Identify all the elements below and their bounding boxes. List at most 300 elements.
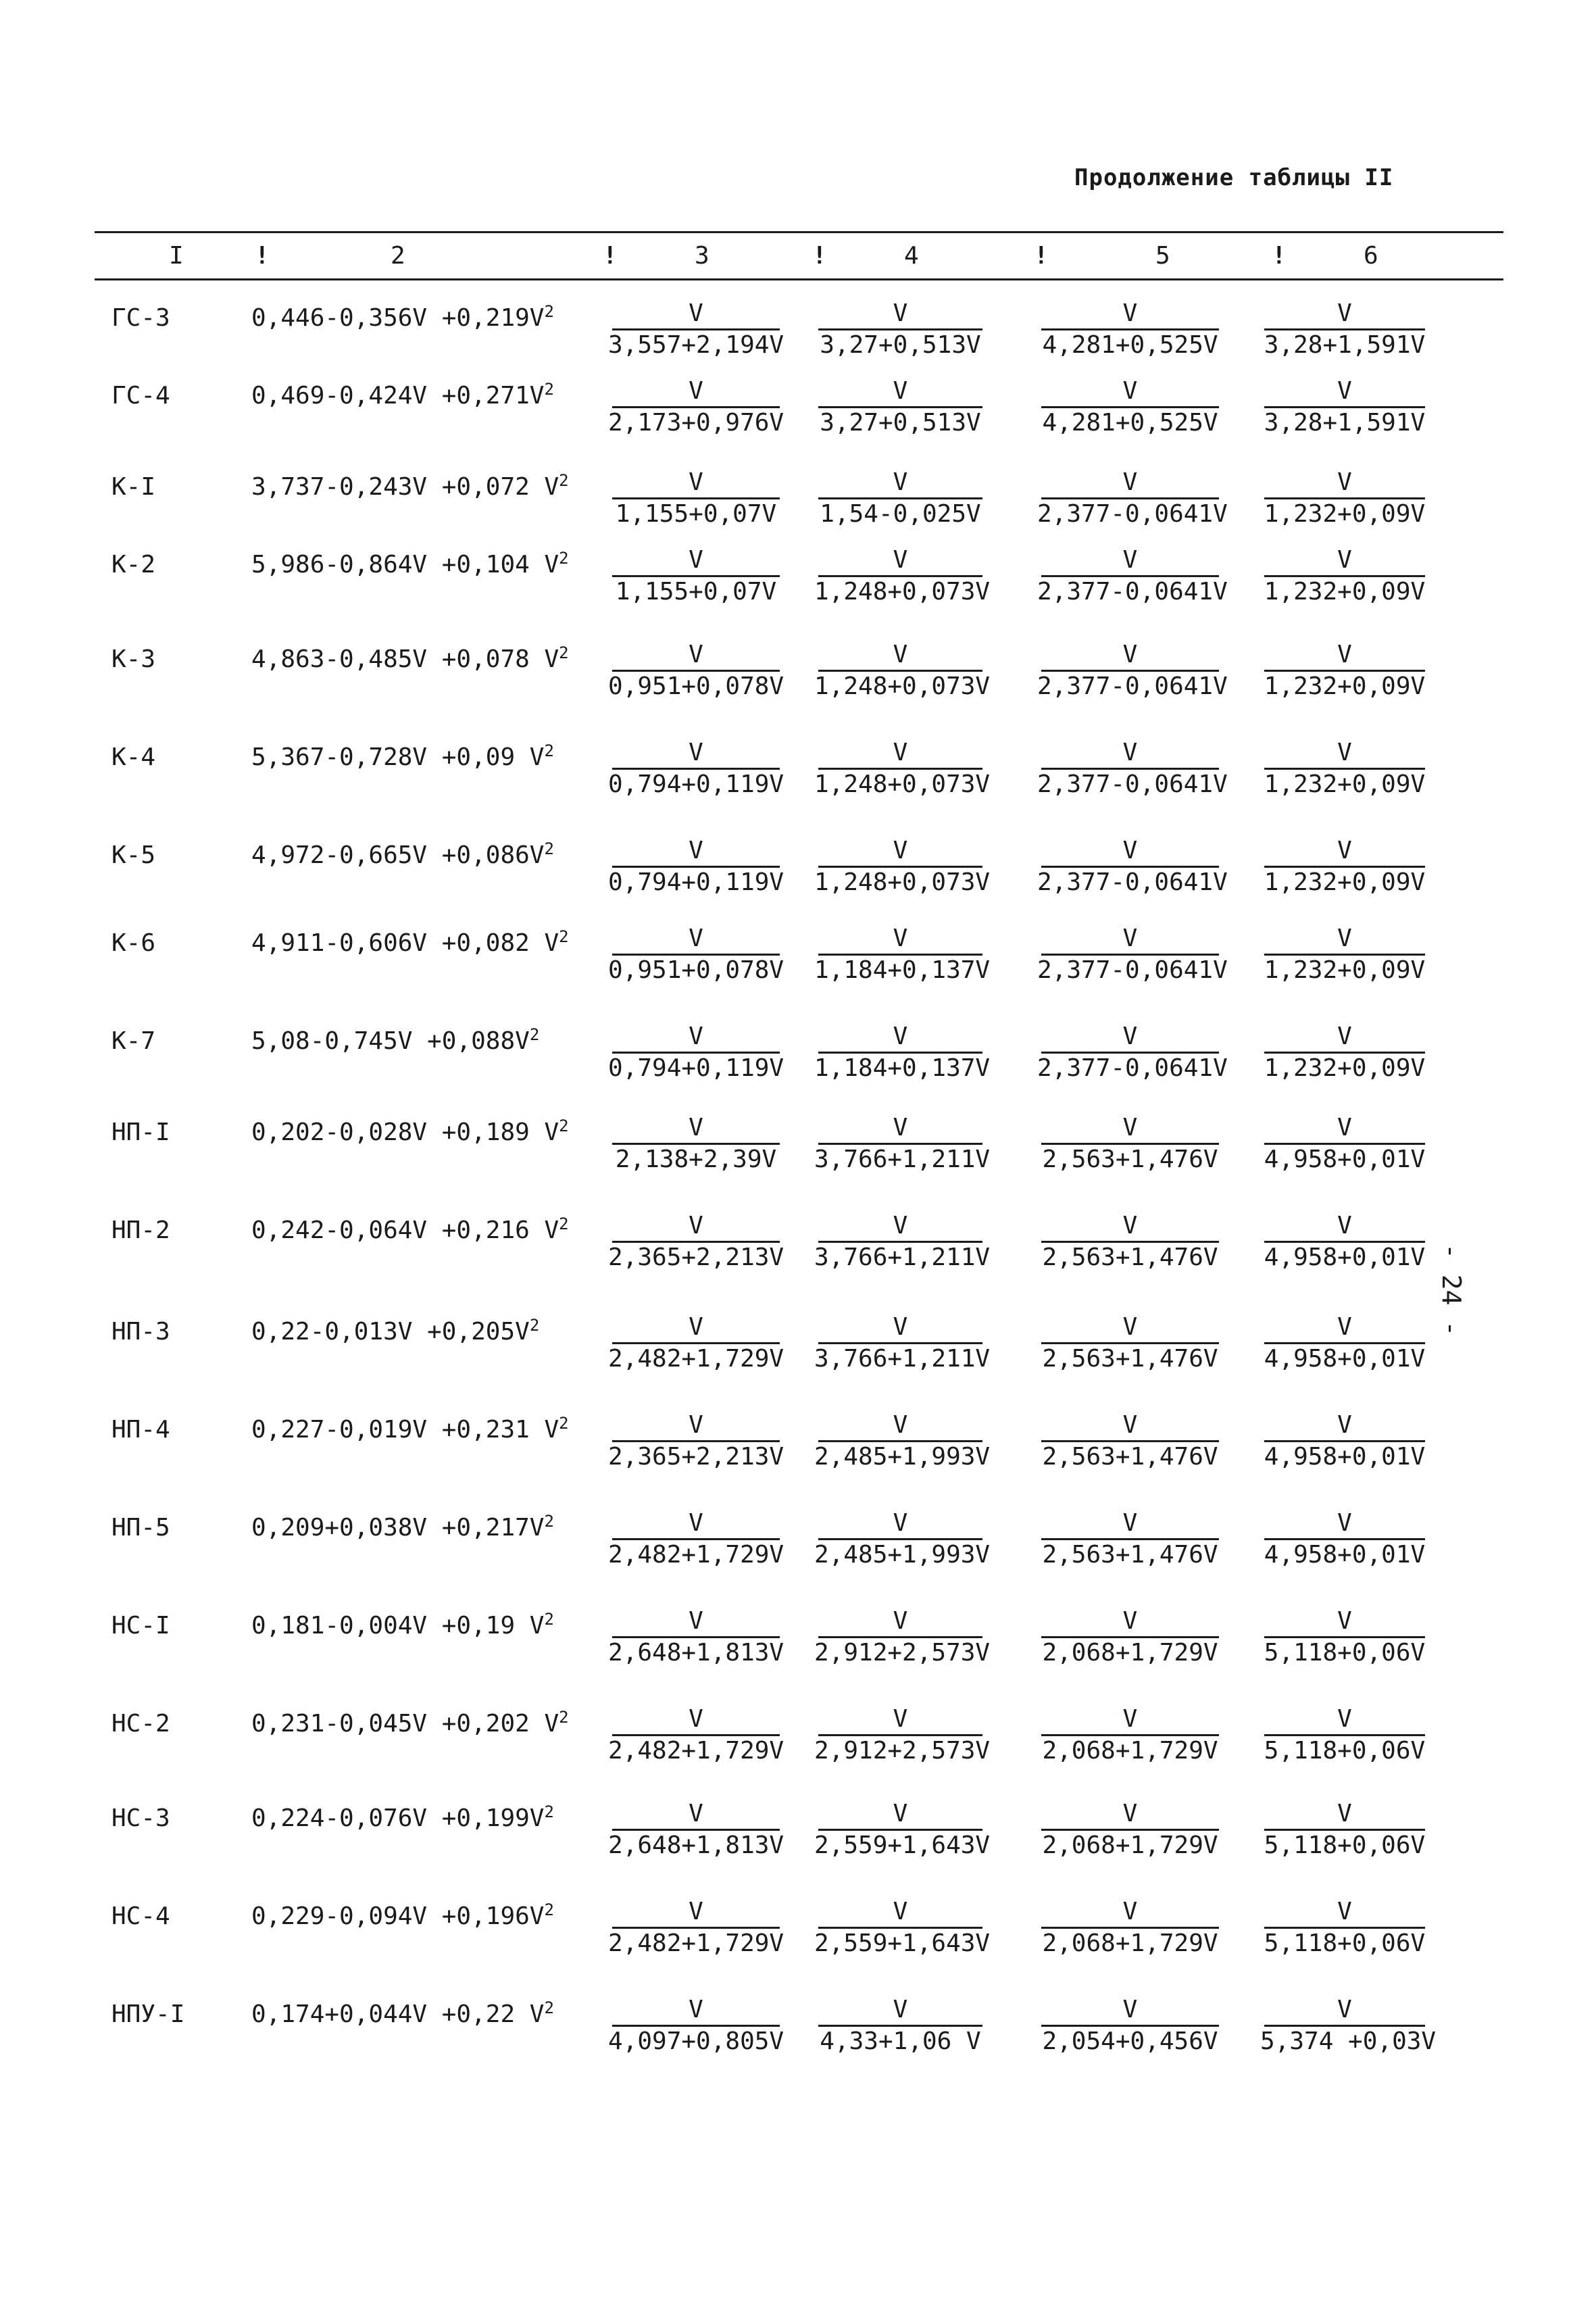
fraction-c5 — [1037, 738, 1228, 799]
fraction-numerator: V — [689, 1212, 703, 1239]
fraction-denominator: 2,068+1,729V — [1042, 1639, 1218, 1667]
fraction-c4 — [814, 376, 987, 438]
fraction-numerator: V — [1122, 1114, 1138, 1141]
fraction-denominator: 1,248+0,073V — [814, 770, 991, 798]
fraction-denominator: 2,173+0,976V — [608, 409, 784, 437]
fraction-c4 — [814, 468, 987, 529]
fraction-c5 — [1037, 1995, 1223, 2057]
fraction-c6 — [1260, 1211, 1429, 1273]
formula-text: 0,229-0,094V +0,196V — [251, 1902, 545, 1930]
column-header-5: 5 — [1155, 242, 1170, 270]
formula-text: 5,08-0,745V +0,088V — [251, 1027, 530, 1055]
fraction-c3 — [608, 738, 784, 799]
fraction-denominator: 3,557+2,194V — [608, 331, 784, 359]
fraction-numerator: V — [689, 925, 703, 952]
fraction-numerator: V — [689, 837, 703, 864]
formula-exponent: 2 — [544, 1900, 554, 1919]
fraction-numerator: V — [689, 377, 703, 405]
fraction-c5 — [1037, 1113, 1223, 1175]
row-formula — [251, 1514, 554, 1542]
fraction-denominator: 0,951+0,078V — [608, 956, 784, 984]
column-separator: ! — [1034, 242, 1049, 270]
fraction-denominator: 2,559+1,643V — [814, 1929, 991, 1957]
fraction-denominator: 2,482+1,729V — [608, 1541, 784, 1569]
fraction-numerator: V — [1337, 1023, 1352, 1050]
formula-text: 0,174+0,044V +0,22 V — [251, 2000, 545, 2028]
fraction-denominator: 1,54-0,025V — [820, 500, 981, 528]
fraction-c3 — [608, 1410, 784, 1472]
row-formula — [251, 382, 554, 410]
fraction-denominator: 0,794+0,119V — [608, 1054, 784, 1082]
fraction-numerator: V — [893, 1996, 908, 2023]
fraction-numerator: V — [1122, 1509, 1138, 1537]
row-code: НП-4 — [111, 1416, 170, 1444]
column-header-6: 6 — [1364, 242, 1378, 270]
fraction-c4 — [814, 738, 991, 799]
fraction-numerator: V — [689, 1607, 703, 1635]
fraction-numerator: V — [1122, 1800, 1138, 1827]
fraction-c5 — [1037, 1799, 1223, 1861]
fraction-c5 — [1037, 1410, 1223, 1472]
fraction-denominator: 1,232+0,09V — [1264, 1054, 1426, 1082]
fraction-numerator: V — [1337, 468, 1352, 496]
fraction-c3 — [608, 1995, 784, 2057]
fraction-c3 — [608, 836, 784, 897]
formula-exponent: 2 — [559, 549, 569, 568]
fraction-c3 — [608, 1022, 784, 1083]
fraction-c3 — [608, 1508, 784, 1570]
row-code: НС-I — [111, 1612, 170, 1640]
formula-exponent: 2 — [544, 1610, 554, 1629]
fraction-denominator: 1,248+0,073V — [814, 672, 991, 700]
row-formula — [251, 1416, 569, 1444]
fraction-numerator: V — [1122, 1705, 1138, 1733]
fraction-denominator: 1,155+0,07V — [615, 578, 777, 606]
fraction-denominator: 2,365+2,213V — [608, 1443, 784, 1471]
fraction-denominator: 5,118+0,06V — [1264, 1737, 1426, 1765]
fraction-numerator: V — [1337, 1705, 1352, 1733]
fraction-numerator: V — [689, 1800, 703, 1827]
row-formula — [251, 841, 554, 869]
formula-text: 5,367-0,728V +0,09 V — [251, 743, 545, 771]
fraction-c4 — [814, 1799, 991, 1861]
formula-text: 0,22-0,013V +0,205V — [251, 1318, 530, 1346]
fraction-denominator: 2,563+1,476V — [1042, 1345, 1218, 1373]
fraction-c4 — [814, 1995, 987, 2057]
fraction-numerator: V — [893, 1705, 908, 1733]
fraction-denominator: 5,118+0,06V — [1264, 1831, 1426, 1859]
formula-exponent: 2 — [559, 927, 569, 946]
fraction-denominator: 2,563+1,476V — [1042, 1541, 1218, 1569]
row-code: НП-5 — [111, 1514, 170, 1542]
fraction-denominator: 2,912+2,573V — [814, 1737, 991, 1765]
fraction-c5 — [1037, 640, 1228, 701]
fraction-c3 — [608, 1704, 784, 1766]
fraction-c6 — [1260, 468, 1429, 529]
row-formula — [251, 1902, 554, 1930]
fraction-numerator: V — [1122, 377, 1138, 405]
fraction-numerator: V — [1122, 299, 1138, 327]
formula-exponent: 2 — [559, 643, 569, 662]
row-formula — [251, 473, 569, 501]
fraction-numerator: V — [689, 546, 703, 574]
fraction-denominator: 2,365+2,213V — [608, 1244, 784, 1271]
fraction-numerator: V — [1122, 1411, 1138, 1439]
row-code: НС-4 — [111, 1902, 170, 1930]
fraction-denominator: 2,482+1,729V — [608, 1929, 784, 1957]
formula-text: 3,737-0,243V +0,072 V — [251, 473, 559, 501]
fraction-numerator: V — [1122, 739, 1138, 766]
fraction-numerator: V — [893, 1212, 908, 1239]
fraction-c4 — [814, 1410, 991, 1472]
formula-text: 0,209+0,038V +0,217V — [251, 1514, 545, 1542]
fraction-denominator: 3,27+0,513V — [820, 409, 981, 437]
row-formula — [251, 551, 569, 578]
fraction-numerator: V — [1122, 468, 1138, 496]
fraction-c6 — [1260, 1995, 1437, 2057]
formula-text: 0,446-0,356V +0,219V — [251, 304, 545, 332]
fraction-numerator: V — [689, 468, 703, 496]
fraction-numerator: V — [1122, 1607, 1138, 1635]
fraction-numerator: V — [689, 1114, 703, 1141]
fraction-c3 — [608, 1897, 784, 1959]
fraction-denominator: 2,485+1,993V — [814, 1443, 991, 1471]
fraction-denominator: 2,563+1,476V — [1042, 1244, 1218, 1271]
fraction-denominator: 2,138+2,39V — [615, 1146, 777, 1173]
row-code: НП-3 — [111, 1318, 170, 1346]
fraction-denominator: 3,28+1,591V — [1264, 331, 1426, 359]
fraction-c3 — [608, 376, 784, 438]
fraction-denominator: 4,281+0,525V — [1042, 409, 1218, 437]
row-code: НС-3 — [111, 1804, 170, 1832]
formula-text: 0,231-0,045V +0,202 V — [251, 1710, 559, 1738]
formula-exponent: 2 — [559, 1708, 569, 1727]
fraction-denominator: 2,912+2,573V — [814, 1639, 991, 1667]
row-code: К-2 — [111, 551, 156, 578]
row-code: К-4 — [111, 743, 156, 771]
fraction-numerator: V — [1337, 546, 1352, 574]
fraction-denominator: 4,958+0,01V — [1264, 1443, 1426, 1471]
fraction-c4 — [814, 924, 991, 985]
fraction-denominator: 2,485+1,993V — [814, 1541, 991, 1569]
fraction-numerator: V — [1337, 1313, 1352, 1341]
fraction-denominator: 3,766+1,211V — [814, 1146, 991, 1173]
row-formula — [251, 1710, 569, 1738]
fraction-c4 — [814, 836, 991, 897]
fraction-c6 — [1260, 738, 1429, 799]
formula-exponent: 2 — [559, 471, 569, 490]
fraction-c4 — [814, 640, 991, 701]
formula-exponent: 2 — [544, 741, 554, 760]
row-formula — [251, 743, 554, 771]
fraction-numerator: V — [1337, 1800, 1352, 1827]
fraction-c4 — [814, 1211, 991, 1273]
fraction-denominator: 2,648+1,813V — [608, 1831, 784, 1859]
row-formula — [251, 1804, 554, 1832]
fraction-numerator: V — [1122, 925, 1138, 952]
fraction-denominator: 2,482+1,729V — [608, 1345, 784, 1373]
fraction-c4 — [814, 1704, 991, 1766]
formula-text: 0,227-0,019V +0,231 V — [251, 1416, 559, 1444]
fraction-numerator: V — [893, 1509, 908, 1537]
fraction-denominator: 2,068+1,729V — [1042, 1737, 1218, 1765]
formula-exponent: 2 — [544, 1512, 554, 1531]
fraction-denominator: 1,248+0,073V — [814, 578, 991, 606]
formula-text: 0,242-0,064V +0,216 V — [251, 1216, 559, 1244]
fraction-numerator: V — [1337, 377, 1352, 405]
column-separator: ! — [255, 242, 270, 270]
fraction-c5 — [1037, 1897, 1223, 1959]
fraction-denominator: 1,232+0,09V — [1264, 500, 1426, 528]
fraction-numerator: V — [893, 299, 908, 327]
fraction-c5 — [1037, 924, 1228, 985]
fraction-numerator: V — [893, 925, 908, 952]
fraction-c5 — [1037, 1211, 1223, 1273]
column-header-1: I — [169, 242, 184, 270]
fraction-denominator: 1,232+0,09V — [1264, 672, 1426, 700]
formula-text: 5,986-0,864V +0,104 V — [251, 551, 559, 578]
fraction-denominator: 3,766+1,211V — [814, 1345, 991, 1373]
header-top-rule — [95, 231, 1503, 233]
fraction-c5 — [1037, 376, 1223, 438]
fraction-c6 — [1260, 1022, 1429, 1083]
fraction-c6 — [1260, 1113, 1429, 1175]
formula-exponent: 2 — [544, 302, 554, 321]
fraction-c3 — [608, 1113, 784, 1175]
fraction-denominator: 4,958+0,01V — [1264, 1244, 1426, 1271]
formula-exponent: 2 — [544, 1802, 554, 1821]
fraction-numerator: V — [689, 1023, 703, 1050]
row-formula — [251, 1216, 569, 1244]
column-header-3: 3 — [695, 242, 709, 270]
fraction-c6 — [1260, 1508, 1429, 1570]
fraction-denominator: 1,248+0,073V — [814, 868, 991, 896]
fraction-numerator: V — [1122, 1996, 1138, 2023]
fraction-c3 — [608, 299, 784, 360]
fraction-c5 — [1037, 468, 1228, 529]
row-code: НС-2 — [111, 1710, 170, 1738]
fraction-numerator: V — [893, 1607, 908, 1635]
column-separator: ! — [603, 242, 618, 270]
fraction-denominator: 4,958+0,01V — [1264, 1541, 1426, 1569]
fraction-denominator: 5,374 +0,03V — [1260, 2027, 1437, 2055]
fraction-denominator: 1,184+0,137V — [814, 1054, 991, 1082]
row-code: К-6 — [111, 929, 156, 957]
fraction-denominator: 1,232+0,09V — [1264, 770, 1426, 798]
fraction-numerator: V — [1337, 739, 1352, 766]
fraction-denominator: 2,482+1,729V — [608, 1737, 784, 1765]
fraction-c5 — [1037, 1606, 1223, 1668]
fraction-numerator: V — [893, 1898, 908, 1925]
fraction-denominator: 2,559+1,643V — [814, 1831, 991, 1859]
fraction-c3 — [608, 468, 784, 529]
fraction-c5 — [1037, 1312, 1223, 1374]
fraction-denominator: 2,377-0,0641V — [1037, 578, 1228, 606]
fraction-c6 — [1260, 836, 1429, 897]
formula-exponent: 2 — [529, 1025, 540, 1044]
fraction-denominator: 4,958+0,01V — [1264, 1146, 1426, 1173]
formula-text: 4,863-0,485V +0,078 V — [251, 645, 559, 673]
column-separator: ! — [812, 242, 827, 270]
row-code: К-5 — [111, 841, 156, 869]
fraction-numerator: V — [1337, 641, 1352, 668]
fraction-c6 — [1260, 640, 1429, 701]
fraction-c3 — [608, 1606, 784, 1668]
fraction-numerator: V — [1337, 1411, 1352, 1439]
fraction-denominator: 1,155+0,07V — [615, 500, 777, 528]
row-formula — [251, 304, 554, 332]
fraction-c6 — [1260, 1606, 1429, 1668]
fraction-denominator: 1,232+0,09V — [1264, 578, 1426, 606]
fraction-numerator: V — [893, 1313, 908, 1341]
fraction-denominator: 0,951+0,078V — [608, 672, 784, 700]
fraction-c6 — [1260, 545, 1429, 607]
fraction-numerator: V — [1337, 1898, 1352, 1925]
fraction-numerator: V — [1337, 299, 1352, 327]
fraction-c6 — [1260, 1410, 1429, 1472]
fraction-denominator: 2,377-0,0641V — [1037, 956, 1228, 984]
row-code: К-I — [111, 473, 156, 501]
fraction-denominator: 0,794+0,119V — [608, 868, 784, 896]
fraction-c5 — [1037, 836, 1228, 897]
fraction-numerator: V — [893, 1800, 908, 1827]
fraction-c5 — [1037, 299, 1223, 360]
formula-exponent: 2 — [559, 1214, 569, 1233]
formula-exponent: 2 — [559, 1414, 569, 1433]
fraction-c5 — [1037, 1508, 1223, 1570]
fraction-denominator: 2,563+1,476V — [1042, 1443, 1218, 1471]
fraction-numerator: V — [893, 468, 908, 496]
fraction-denominator: 4,281+0,525V — [1042, 331, 1218, 359]
fraction-c6 — [1260, 299, 1429, 360]
fraction-numerator: V — [893, 1114, 908, 1141]
fraction-denominator: 3,766+1,211V — [814, 1244, 991, 1271]
fraction-numerator: V — [893, 546, 908, 574]
fraction-denominator: 1,232+0,09V — [1264, 956, 1426, 984]
fraction-numerator: V — [893, 837, 908, 864]
fraction-denominator: 2,377-0,0641V — [1037, 672, 1228, 700]
fraction-denominator: 2,563+1,476V — [1042, 1146, 1218, 1173]
fraction-numerator: V — [689, 1705, 703, 1733]
fraction-numerator: V — [1122, 1023, 1138, 1050]
fraction-denominator: 3,28+1,591V — [1264, 409, 1426, 437]
fraction-c6 — [1260, 1704, 1429, 1766]
row-code: К-7 — [111, 1027, 156, 1055]
fraction-c4 — [814, 1606, 991, 1668]
fraction-numerator: V — [1337, 1212, 1352, 1239]
fraction-numerator: V — [689, 641, 703, 668]
column-separator: ! — [1272, 242, 1287, 270]
formula-exponent: 2 — [529, 1316, 540, 1335]
row-formula — [251, 929, 569, 957]
fraction-c6 — [1260, 1897, 1429, 1959]
formula-text: 4,972-0,665V +0,086V — [251, 841, 545, 869]
row-formula — [251, 645, 569, 673]
fraction-denominator: 2,377-0,0641V — [1037, 868, 1228, 896]
fraction-numerator: V — [893, 1411, 908, 1439]
fraction-c4 — [814, 545, 991, 607]
fraction-numerator: V — [893, 641, 908, 668]
fraction-c4 — [814, 1312, 991, 1374]
formula-exponent: 2 — [544, 839, 554, 858]
fraction-numerator: V — [1337, 1509, 1352, 1537]
fraction-c4 — [814, 1897, 991, 1959]
header-bottom-rule — [95, 278, 1503, 280]
row-code: НПУ-I — [111, 2000, 185, 2028]
fraction-denominator: 2,377-0,0641V — [1037, 500, 1228, 528]
fraction-numerator: V — [689, 1411, 703, 1439]
column-header-4: 4 — [904, 242, 919, 270]
fraction-denominator: 2,377-0,0641V — [1037, 1054, 1228, 1082]
fraction-numerator: V — [1337, 1607, 1352, 1635]
fraction-numerator: V — [893, 377, 908, 405]
fraction-denominator: 5,118+0,06V — [1264, 1639, 1426, 1667]
fraction-denominator: 1,184+0,137V — [814, 956, 991, 984]
page-number: - 24 - — [1437, 1244, 1466, 1337]
fraction-numerator: V — [1122, 837, 1138, 864]
fraction-numerator: V — [689, 1509, 703, 1537]
fraction-denominator: 2,377-0,0641V — [1037, 770, 1228, 798]
fraction-c4 — [814, 1113, 991, 1175]
fraction-denominator: 2,068+1,729V — [1042, 1929, 1218, 1957]
fraction-numerator: V — [1122, 1898, 1138, 1925]
fraction-c5 — [1037, 1704, 1223, 1766]
table-continuation-title: Продолжение таблицы II — [1074, 164, 1394, 191]
fraction-numerator: V — [1337, 1114, 1352, 1141]
fraction-c5 — [1037, 1022, 1228, 1083]
fraction-denominator: 5,118+0,06V — [1264, 1929, 1426, 1957]
fraction-denominator: 4,958+0,01V — [1264, 1345, 1426, 1373]
fraction-numerator: V — [1122, 1313, 1138, 1341]
column-header-2: 2 — [391, 242, 405, 270]
fraction-c6 — [1260, 1312, 1429, 1374]
fraction-c6 — [1260, 1799, 1429, 1861]
row-formula — [251, 1318, 539, 1346]
row-code: ГС-4 — [111, 382, 170, 410]
fraction-denominator: 2,648+1,813V — [608, 1639, 784, 1667]
fraction-denominator: 3,27+0,513V — [820, 331, 981, 359]
fraction-denominator: 0,794+0,119V — [608, 770, 784, 798]
fraction-denominator: 4,097+0,805V — [608, 2027, 784, 2055]
row-code: ГС-3 — [111, 304, 170, 332]
formula-text: 0,181-0,004V +0,19 V — [251, 1612, 545, 1640]
fraction-denominator: 1,232+0,09V — [1264, 868, 1426, 896]
formula-exponent: 2 — [544, 380, 554, 399]
fraction-denominator: 2,068+1,729V — [1042, 1831, 1218, 1859]
fraction-numerator: V — [1337, 1996, 1352, 2023]
formula-text: 0,224-0,076V +0,199V — [251, 1804, 545, 1832]
formula-text: 4,911-0,606V +0,082 V — [251, 929, 559, 957]
row-code: НП-I — [111, 1118, 170, 1146]
fraction-c4 — [814, 299, 987, 360]
fraction-c3 — [608, 1211, 784, 1273]
fraction-denominator: 4,33+1,06 V — [820, 2027, 981, 2055]
fraction-numerator: V — [1337, 925, 1352, 952]
fraction-numerator: V — [1122, 546, 1138, 574]
fraction-c6 — [1260, 376, 1429, 438]
fraction-c5 — [1037, 545, 1228, 607]
fraction-c4 — [814, 1022, 991, 1083]
row-code: К-3 — [111, 645, 156, 673]
fraction-c3 — [608, 640, 784, 701]
formula-exponent: 2 — [544, 1998, 554, 2017]
fraction-numerator: V — [1122, 1212, 1138, 1239]
fraction-numerator: V — [689, 1996, 703, 2023]
fraction-numerator: V — [689, 1313, 703, 1341]
row-code: НП-2 — [111, 1216, 170, 1244]
fraction-c4 — [814, 1508, 991, 1570]
fraction-c3 — [608, 1799, 784, 1861]
